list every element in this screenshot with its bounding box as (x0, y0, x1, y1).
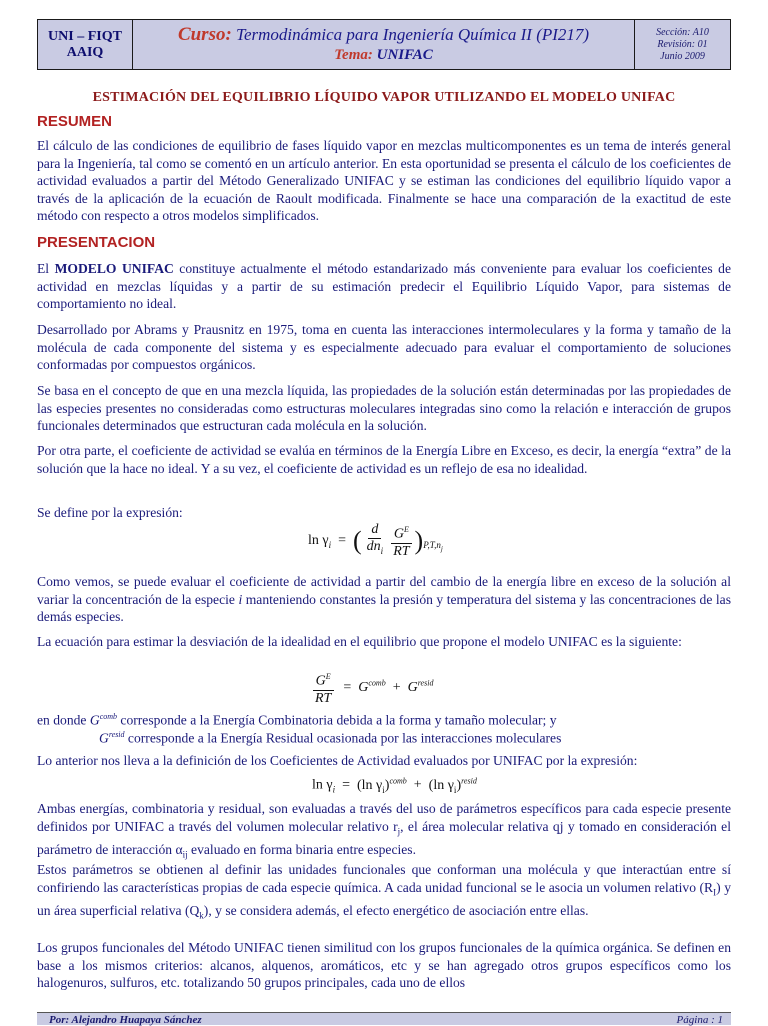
p2-rest: constituye actualmente el método estandarizado más conveniente para evaluar los coeficientes de actividad en mezclas líquidas y a partir de su estimación predecir el Equilibrio Líquido Vapor, para sistemas de comportamiento no ideal. (37, 261, 731, 311)
course-cell (133, 20, 635, 69)
eq3-resid-close: ) (456, 777, 462, 793)
p9-b: corresponde a la Energía Combinatoria debida a la forma y tamaño molecular; y (117, 712, 557, 728)
p13-sub-r: I (713, 887, 717, 898)
p12-a: Ambas energías, combinatoria y residual, son evaluadas a través del uso de parámetros específicos para cada especie presente definidos por UNIFAC a través del volumen molecular relativo r (37, 801, 731, 834)
course-line (178, 24, 589, 45)
institution-line1: UNI – FIQT (48, 28, 122, 44)
eq1-g: G (393, 526, 404, 542)
paragraph-activity: Por otra parte, el coeficiente de actividad se evalúa en términos de la Energía Libre en Exceso, es decir, la energía “extra” de la solución que la hace no ideal. Y a su vez, el coeficiente de actividad es un reflejo de esa no idealidad. (37, 443, 731, 476)
eq1-sup-e: E (403, 525, 409, 534)
equation-activity-coefficient (308, 522, 443, 560)
eq1-sub-i: i (328, 539, 332, 550)
eq3-comb-sup: comb (389, 776, 407, 785)
eq1-dn (364, 539, 387, 559)
eq1-ge (391, 522, 412, 544)
section-code: Sección: A10 (656, 26, 709, 38)
eq3-equals: = (342, 777, 350, 793)
course-title: Termodinámica para Ingeniería Química II (PI217) (236, 24, 590, 44)
p9-a: en donde (37, 712, 90, 728)
paragraph-ambas (37, 800, 731, 864)
paragraph-ecuacion: La ecuación para estimar la desviación de la idealidad en el equilibrio que propone el modelo UNIFAC es la siguiente: (37, 634, 682, 649)
p13-c: ), y se considera además, el efecto energético de asociación entre ellas. (203, 902, 589, 918)
eq3-comb-close: ) (384, 777, 390, 793)
section-heading-resumen: RESUMEN (37, 113, 113, 130)
section-info-cell (635, 20, 730, 69)
topic-line (334, 45, 433, 66)
p12-sub-ij: ij (182, 849, 188, 860)
p7-a: Como vemos, se puede evaluar el coeficiente de actividad a partir del cambio de la energía libre en exceso de la solución al variar la concentración de la especie (37, 574, 731, 607)
eq2-gcomb (358, 680, 385, 695)
footer-page-number: Página : 1 (676, 1014, 723, 1026)
eq1-open-paren: ( (353, 525, 362, 555)
paragraph-concept: Se basa en el concepto de que en una mezcla líquida, las propiedades de la solución están determinadas por las propiedades de las especies presentes no consideradas como estructuras moleculares integradas sino como la relación e interacción de grupos funcionales determinados que estructuran cada molécula en la solución. (37, 383, 731, 433)
paragraph-modelo-unifac (37, 260, 731, 313)
paragraph-como-vemos (37, 573, 731, 626)
p13-b: ) y un área superficial relativa (Q (37, 879, 731, 918)
eq3-ln-gamma: ln γ (312, 777, 333, 793)
p10-b: corresponde a la Energía Residual ocasionada por las interacciones moleculares (124, 730, 562, 746)
equation-excess-energy (310, 669, 433, 707)
section-heading-presentacion: PRESENTACION (37, 234, 156, 251)
eq1-ln-gamma: ln γ (308, 533, 329, 549)
eq1-dn-text: dn (366, 539, 381, 555)
eq2-gresid-g: G (407, 680, 418, 696)
eq3-resid-sup: resid (461, 776, 477, 785)
eq2-plus: + (392, 680, 401, 696)
eq2-frac (312, 669, 334, 707)
p9-g: G (89, 712, 100, 728)
equation-gamma-sum (312, 776, 477, 794)
eq3-plus: + (413, 777, 422, 793)
p13-a: Estos parámetros se obtienen al definir las unidades funcionales que conforman una molécula y que interactúan entre sí confiriendo las características propias de cada especie química. A cada unidad funcional se le asocia un volumen relativo (R (37, 862, 731, 895)
p2-start: El (37, 261, 55, 276)
paragraph-residual (37, 726, 731, 747)
eq1-dn-sub: i (380, 546, 384, 557)
paragraph-lo-anterior: Lo anterior nos lleva a la definición de los Coeficientes de Actividad evaluados por UNIFAC por la expresión: (37, 753, 638, 768)
eq2-gcomb-sup: comb (368, 678, 386, 688)
eq1-close-paren: ) (414, 525, 424, 555)
eq2-sup-e: E (325, 672, 331, 681)
p12-b: , el área molecular relativa qj y tomado en consideración el parámetro de interacción α (37, 818, 731, 857)
eq3-resid-sub: i (453, 784, 457, 795)
p2-bold: MODELO UNIFAC (54, 261, 174, 276)
p7-i: i (238, 591, 243, 607)
eq3-resid-term (429, 778, 477, 793)
paragraph-define: Se define por la expresión: (37, 505, 183, 520)
eq1-ptn: P,T,n (423, 539, 441, 550)
p10-g: G (99, 730, 109, 746)
eq2-gresid (408, 680, 434, 695)
institution-line2: AAIQ (66, 44, 104, 60)
eq2-gresid-sup: resid (417, 678, 434, 688)
eq3-resid-open: (ln γ (428, 777, 454, 793)
footer-author: Por: Alejandro Huapaya Sánchez (49, 1014, 202, 1026)
eq3-comb-sub: i (382, 784, 385, 795)
p7-b: manteniendo constantes la presión y temperatura del sistema y las concentraciones de las demás especies. (37, 591, 731, 624)
eq2-ge (313, 669, 334, 691)
eq3-sub-i: i (332, 784, 336, 795)
p12-sub-j: j (397, 826, 401, 837)
p12-c: evaluado en forma binaria entre especies. (187, 841, 416, 857)
eq2-gcomb-g: G (358, 680, 369, 696)
eq1-sub-ptn (423, 539, 443, 553)
topic-label: Tema: (334, 46, 373, 63)
document-footer (37, 1012, 731, 1025)
date: Junio 2009 (660, 50, 705, 62)
p10-sup: resid (108, 730, 125, 739)
document-header (37, 19, 731, 70)
eq1-frac-d (364, 522, 387, 559)
eq1-d: d (368, 522, 381, 539)
eq1-ptn-j: j (440, 544, 443, 553)
paragraph-resumen: El cálculo de las condiciones de equilibrio de fases líquido vapor en mezclas multicomponentes es un tema de interés general para la Ingeniería, tal como se comentó en un artículo anterior. En esta oportunidad se presenta el cálculo de los coeficientes de actividad evaluados a partir del Método Generalizado UNIFAC y se estiman las condiciones del equilibrio líquido vapor a través de la aplicación de la ecuación de Raoult modificada. Finalmente se hace una comparación de la exactitud de este método con respecto a otros modelos simplificados. (37, 138, 731, 223)
eq3-comb-term (357, 778, 407, 793)
topic-value: UNIFAC (376, 46, 433, 63)
paragraph-abrams: Desarrollado por Abrams y Prausnitz en 1975, toma en cuenta las interacciones intermoleculares y la forma y tamaño de la molécula de cada componente del sistema y es especialmente adecuado para evaluar el comportamiento de soluciones conformadas por compuestos orgánicos. (37, 322, 731, 372)
eq2-equals: = (343, 680, 352, 696)
document-title: ESTIMACIÓN DEL EQUILIBRIO LÍQUIDO VAPOR UTILIZANDO EL MODELO UNIFAC (92, 90, 676, 105)
institution-cell (38, 20, 133, 69)
eq2-rt: RT (315, 690, 332, 706)
eq1-frac-ge (390, 522, 412, 560)
paragraph-grupos: Los grupos funcionales del Método UNIFAC tienen similitud con los grupos funcionales de la química orgánica. Se definen en base a los mismos criterios: alcanos, alquenos, aromáticos, etc y se han agregado otros grupos específicos como los halogenuros, sulfuros, etc. totalizando 50 grupos principales, cada uno de ellos (37, 940, 731, 990)
eq1-equals: = (338, 533, 346, 549)
paragraph-parametros (37, 861, 731, 925)
revision-number: Revisión: 01 (657, 38, 708, 50)
course-label: Curso: (177, 23, 232, 45)
eq1-rt: RT (393, 543, 410, 559)
eq3-comb-open: (ln γ (357, 777, 383, 793)
p13-sub-q: k (199, 910, 204, 921)
eq2-g: G (315, 673, 326, 689)
p9-sup: comb (99, 712, 118, 721)
